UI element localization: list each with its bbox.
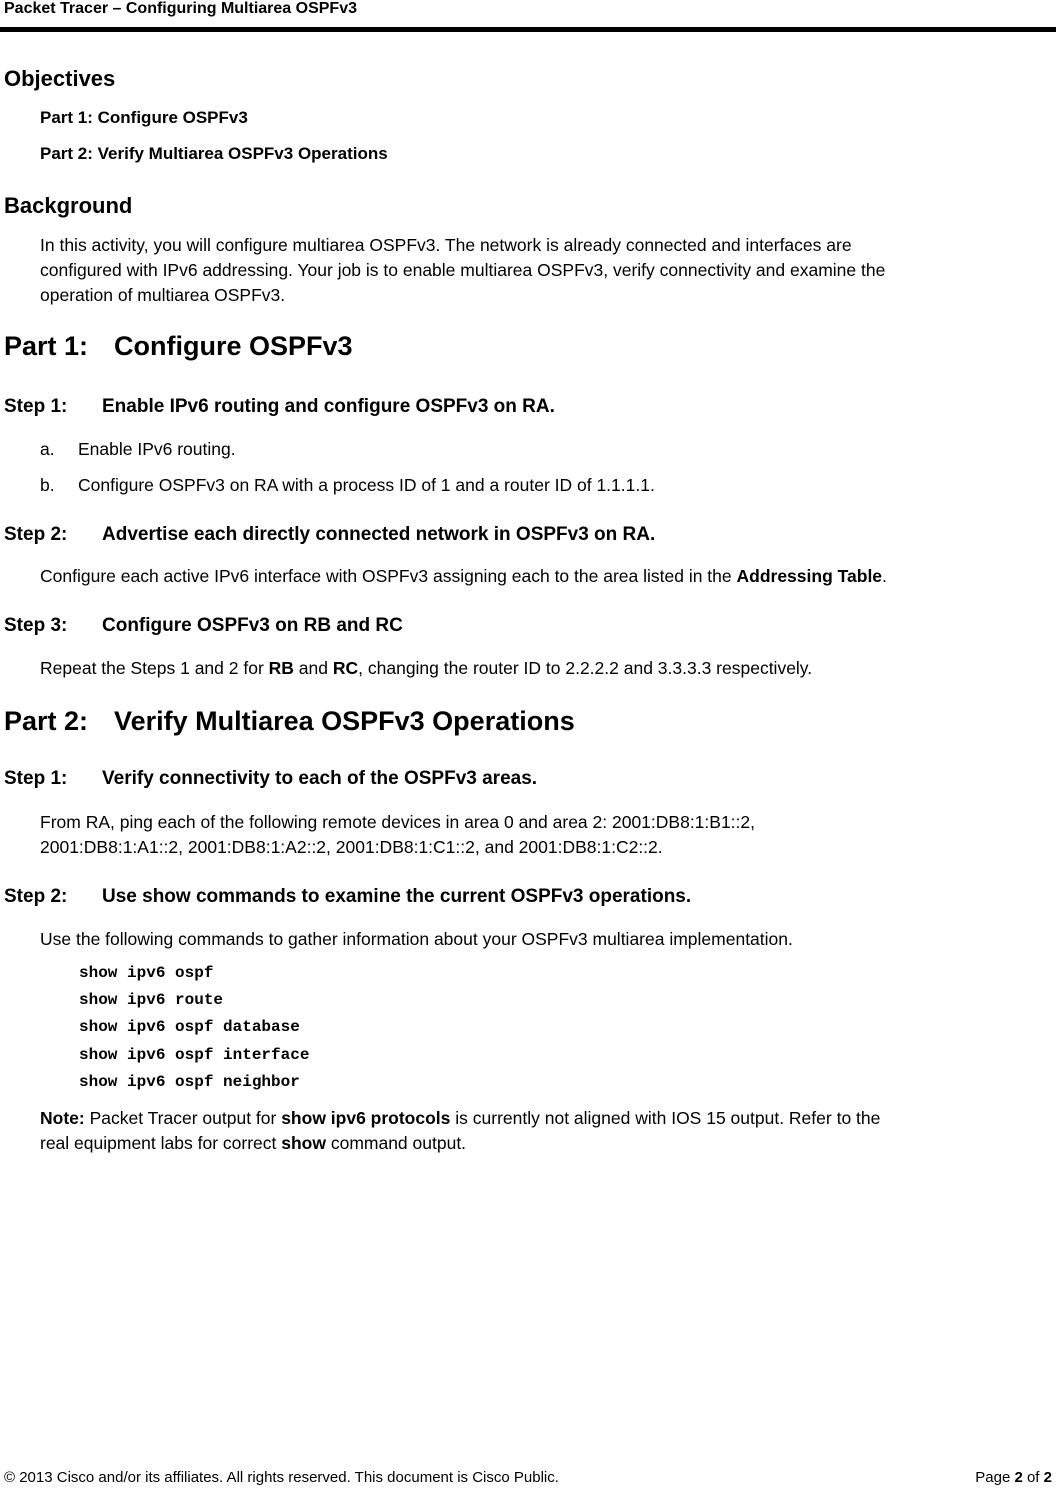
command-line: show ipv6 route [79, 991, 224, 1009]
part2-label: Part 2: [4, 706, 89, 736]
footer-of-word: of [1022, 1469, 1044, 1486]
part1-step3-title: Configure OSPFv3 on RB and RC [102, 615, 403, 636]
note-text-2: is currently not aligned with IOS 15 output. Refer to the [450, 1108, 881, 1128]
part1-step2-heading [4, 524, 655, 546]
part1-step3-text-pre: Repeat the Steps 1 and 2 for [40, 658, 269, 678]
objective-item-1: Part 1: Configure OSPFv3 [40, 108, 248, 127]
footer-page-current: 2 [1014, 1469, 1023, 1486]
note-command-show: show [281, 1133, 326, 1153]
part1-step1-item-b [40, 475, 655, 496]
addressing-table-ref: Addressing Table [736, 566, 883, 586]
part1-label: Part 1: [4, 331, 89, 361]
objective-item-2: Part 2: Verify Multiarea OSPFv3 Operations [40, 144, 388, 163]
background-line-2: configured with IPv6 addressing. Your job is to enable multiarea OSPFv3, verify connectivity and examine the [40, 260, 886, 280]
part1-step2-text-pre: Configure each active IPv6 interface with OSPFv3 assigning each to the area listed in the [40, 566, 737, 586]
item-b-letter: b. [40, 475, 55, 495]
note-text-4: command output. [325, 1133, 467, 1153]
note-line-1 [40, 1108, 880, 1129]
part1-step3-label: Step 3: [4, 615, 68, 636]
part1-heading [4, 331, 353, 362]
header-rule [0, 27, 1056, 32]
document-header-title: Packet Tracer – Configuring Multiarea OSPFv3 [4, 0, 357, 17]
part2-step2-label: Step 2: [4, 886, 68, 907]
part2-step1-heading [4, 768, 537, 790]
part1-step3-text-post: , changing the router ID to 2.2.2.2 and 3.3.3.3 respectively. [358, 658, 813, 678]
part1-step3-text-mid: and [293, 658, 333, 678]
item-a-letter: a. [40, 439, 55, 459]
part1-step1-label: Step 1: [4, 396, 68, 417]
item-a-text: Enable IPv6 routing. [78, 439, 236, 459]
note-line-2 [40, 1133, 466, 1154]
footer-copyright: © 2013 Cisco and/or its affiliates. All rights reserved. This document is Cisco Public. [4, 1469, 559, 1486]
part2-heading [4, 706, 575, 737]
background-line-1: In this activity, you will configure multiarea OSPFv3. The network is already connected and interfaces are [40, 235, 852, 255]
note-command-protocols: show ipv6 protocols [281, 1108, 451, 1128]
router-rc: RC [332, 658, 359, 678]
part1-step1-item-a [40, 439, 236, 460]
part2-step2-intro: Use the following commands to gather information about your OSPFv3 multiarea implementation. [40, 929, 793, 949]
command-line: show ipv6 ospf database [79, 1018, 300, 1036]
part1-step2-title: Advertise each directly connected network in OSPFv3 on RA. [102, 524, 656, 545]
item-b-text: Configure OSPFv3 on RA with a process ID of 1 and a router ID of 1.1.1.1. [78, 475, 655, 495]
note-label: Note: [40, 1108, 85, 1128]
part1-step2-text [40, 566, 887, 587]
part2-step2-title: Use show commands to examine the current OSPFv3 operations. [102, 886, 692, 907]
note-text-3: real equipment labs for correct [40, 1133, 282, 1153]
background-line-3: operation of multiarea OSPFv3. [40, 285, 286, 305]
part1-step3-text [40, 658, 812, 679]
part1-title: Configure OSPFv3 [114, 331, 353, 361]
command-line: show ipv6 ospf interface [79, 1046, 310, 1064]
part1-step2-text-post: . [882, 566, 887, 586]
router-rb: RB [268, 658, 294, 678]
part2-step1-line-2: 2001:DB8:1:A1::2, 2001:DB8:1:A2::2, 2001:DB8:1:C1::2, and 2001:DB8:1:C2::2. [40, 837, 663, 857]
part1-step2-label: Step 2: [4, 524, 68, 545]
part2-step1-label: Step 1: [4, 768, 68, 789]
part2-title: Verify Multiarea OSPFv3 Operations [114, 706, 575, 736]
note-text-1: Packet Tracer output for [84, 1108, 282, 1128]
command-line: show ipv6 ospf neighbor [79, 1073, 300, 1091]
part2-step1-line-1: From RA, ping each of the following remote devices in area 0 and area 2: 2001:DB8:1:B1::2, [40, 812, 755, 832]
objectives-heading: Objectives [4, 66, 116, 91]
footer-page-word: Page [975, 1469, 1015, 1486]
part1-step1-title: Enable IPv6 routing and configure OSPFv3 on RA. [102, 396, 555, 417]
footer-page-total: 2 [1043, 1469, 1052, 1486]
footer-page-number [975, 1469, 1052, 1486]
part1-step1-heading [4, 396, 555, 418]
background-heading: Background [4, 193, 133, 218]
command-line: show ipv6 ospf [79, 964, 214, 982]
part2-step2-heading [4, 886, 691, 908]
part1-step3-heading [4, 615, 403, 637]
part2-step1-title: Verify connectivity to each of the OSPFv3 areas. [102, 768, 538, 789]
